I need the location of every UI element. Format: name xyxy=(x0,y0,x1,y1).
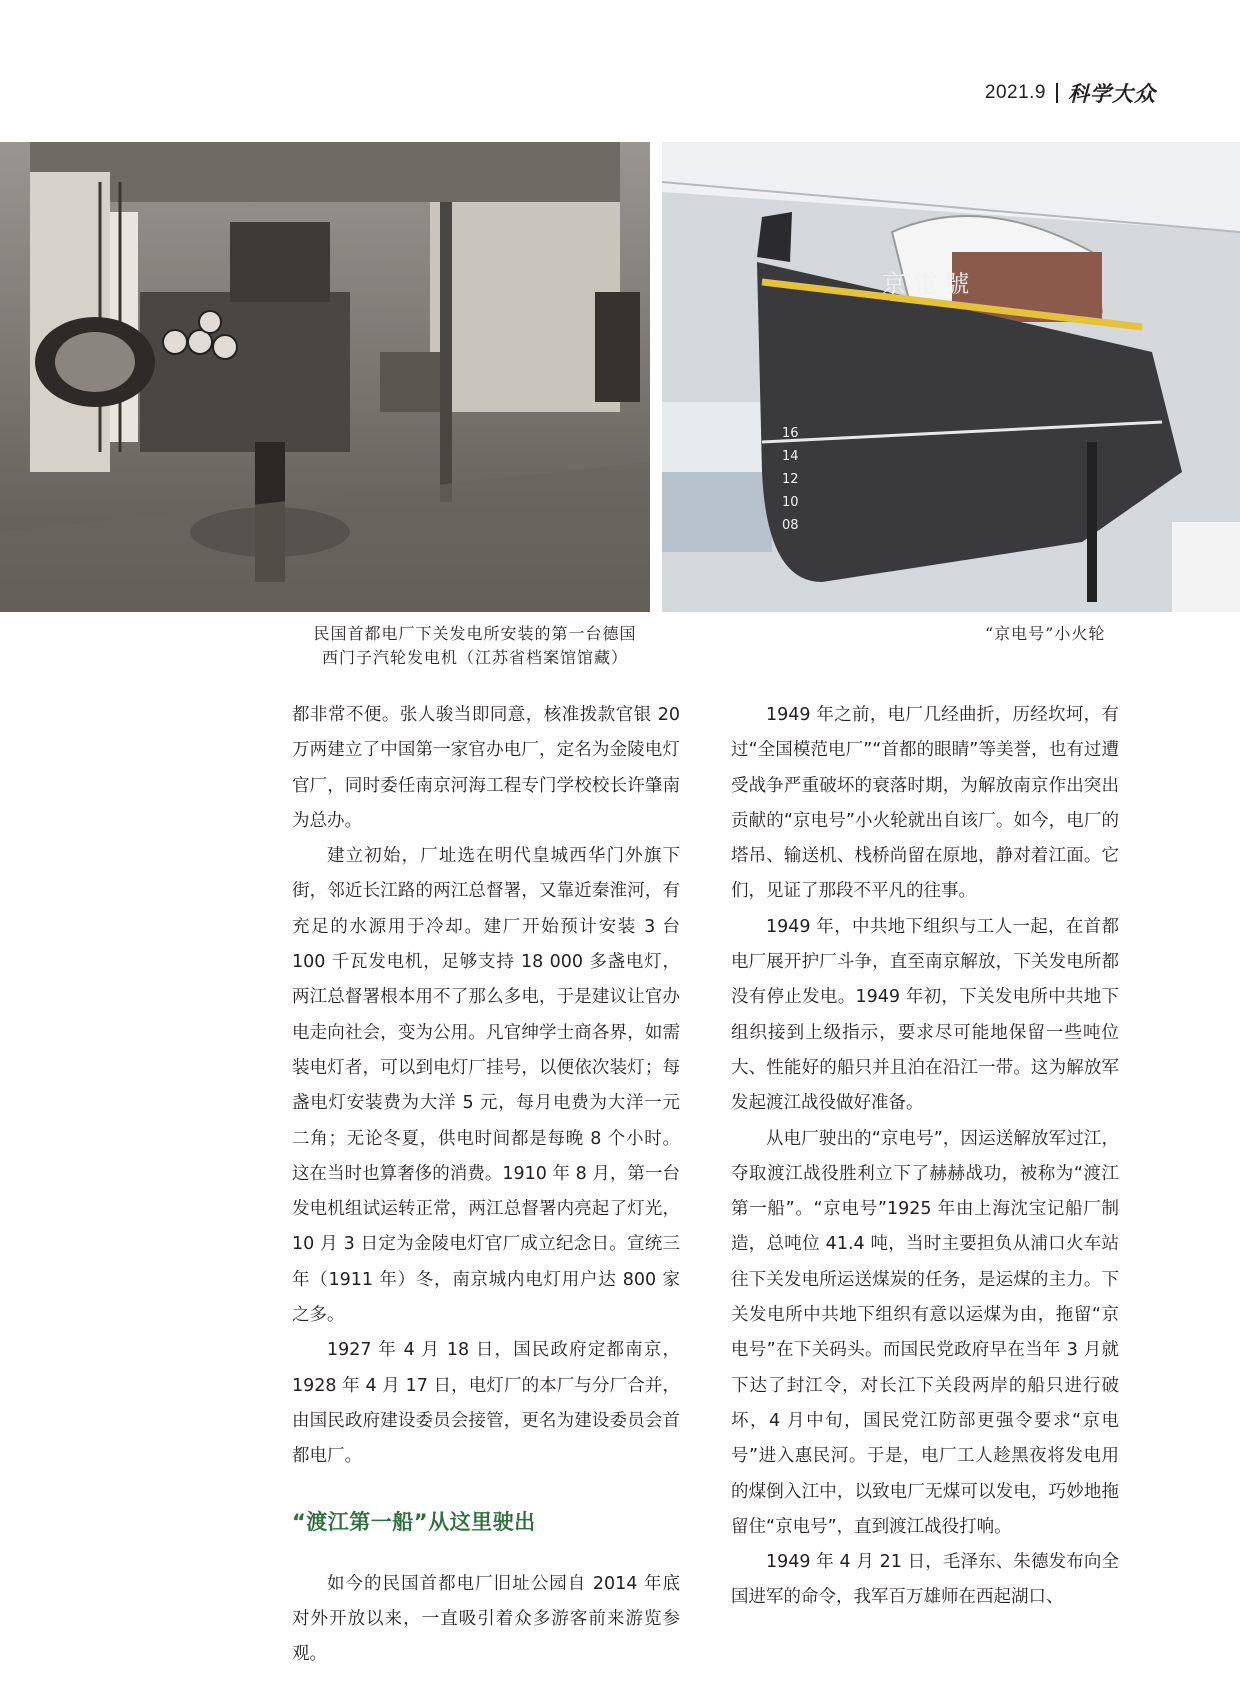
right-column xyxy=(731,698,1119,1616)
paragraph: 1927 年 4 月 18 日，国民政府定都南京，1928 年 4 月 17 日，电灯厂的本厂与分厂合并，由国民政府建设委员会接管，更名为建设委员会首都电厂。 xyxy=(292,1340,680,1467)
header-divider xyxy=(1056,83,1058,103)
paragraph: 1949 年 4 月 21 日，毛泽东、朱德发布向全国进军的命令，我军百万雄师在西起湖口、 xyxy=(731,1552,1119,1608)
caption-line: 西门子汽轮发电机（江苏省档案馆馆藏） xyxy=(321,648,628,667)
magazine-logo: 科学大众 xyxy=(1068,81,1156,106)
issue-number: 2021.9 xyxy=(984,82,1046,103)
generator-caption xyxy=(290,622,660,670)
paragraph: 如今的民国首都电厂旧址公园自 2014 年底对外开放以来，一直吸引着众多游客前来游览参观。 xyxy=(292,1573,680,1665)
paragraph: 从电厂驶出的“京电号”，因运送解放军过江，夺取渡江战役胜利立下了赫赫战功，被称为“渡江第一船”。“京电号”1925 年由上海沈宝记船厂制造，总吨位 41.4 吨，当时主要担负从浦口火车站往下关发电所运送煤炭的任务，是运煤的主力。下关发电所中共地下组织有意以运煤为由，拖留“京电号”在下关码头。而国民党政府早在当年 3 月就下达了封江令，对长江下关段两岸的船只进行破坏，4 月中旬，国民党江防部更强令要求“京电号”进入惠民河。于是，电厂工人趁黑夜将发电用的煤倒入江中，以致电厂无煤可以发电，巧妙地拖留住“京电号”，直到渡江战役打响。 xyxy=(731,1128,1119,1537)
paragraph: 1949 年，中共地下组织与工人一起，在首都电厂展开护厂斗争，直至南京解放，下关发电所都没有停止发电。1949 年初，下关发电所中共地下组织接到上级指示，要求尽可能地保留一些吨位大、性能好的船只并且泊在沿江一带。这为解放军发起渡江战役做好准备。 xyxy=(731,916,1119,1114)
draft-mark: 12 xyxy=(782,472,799,487)
boat-caption: “京电号”小火轮 xyxy=(985,624,1106,643)
draft-mark: 10 xyxy=(782,495,799,510)
page-header xyxy=(985,78,1156,108)
draft-mark: 08 xyxy=(782,518,799,533)
generator-photo xyxy=(0,142,650,612)
left-column xyxy=(292,698,680,1672)
draft-mark: 16 xyxy=(782,426,799,441)
paragraph: 都非常不便。张人骏当即同意，核准拨款官银 20 万两建立了中国第一家官办电厂，定名为金陵电灯官厂，同时委任南京河海工程专门学校校长许肇南为总办。 xyxy=(292,705,680,831)
boat-photo xyxy=(662,142,1240,612)
section-heading: “渡江第一船”从这里驶出 xyxy=(292,1509,536,1534)
paragraph: 1949 年之前，电厂几经曲折，历经坎坷，有过“全国模范电厂”“首都的眼睛”等美誉，也有过遭受战争严重破坏的衰落时期，为解放南京作出突出贡献的“京电号”小火轮就出自该厂。如今，电厂的塔吊、输送机、栈桥尚留在原地，静对着江面。它们，见证了那段不平凡的往事。 xyxy=(731,705,1119,902)
paragraph: 建立初始，厂址选在明代皇城西华门外旗下街，邻近长江路的两江总督署，又靠近秦淮河，有充足的水源用于冷却。建厂开始预计安装 3 台 100 千瓦发电机，足够支持 18 000 多盏电灯，两江总督署根本用不了那么多电，于是建议让官办电走向社会，变为公用。凡官绅学士商各界，如需装电灯者，可以到电灯厂挂号，以便依次装灯；每盏电灯安装费为大洋 5 元，每月电费为大洋一元二角；无论冬夏，供电时间都是每晚 8 个小时。这在当时也算奢侈的消费。1910 年 8 月，第一台发电机组试运转正常，两江总督署内亮起了灯光，10 月 3 日定为金陵电灯官厂成立纪念日。宣统三年（1911 年）冬，南京城内电灯用户达 800 家之多。 xyxy=(292,846,680,1326)
boat-hull-name: 京 電 號 xyxy=(882,270,970,298)
caption-line: 民国首都电厂下关发电所安装的第一台德国 xyxy=(313,624,637,643)
draft-mark: 14 xyxy=(782,449,799,464)
